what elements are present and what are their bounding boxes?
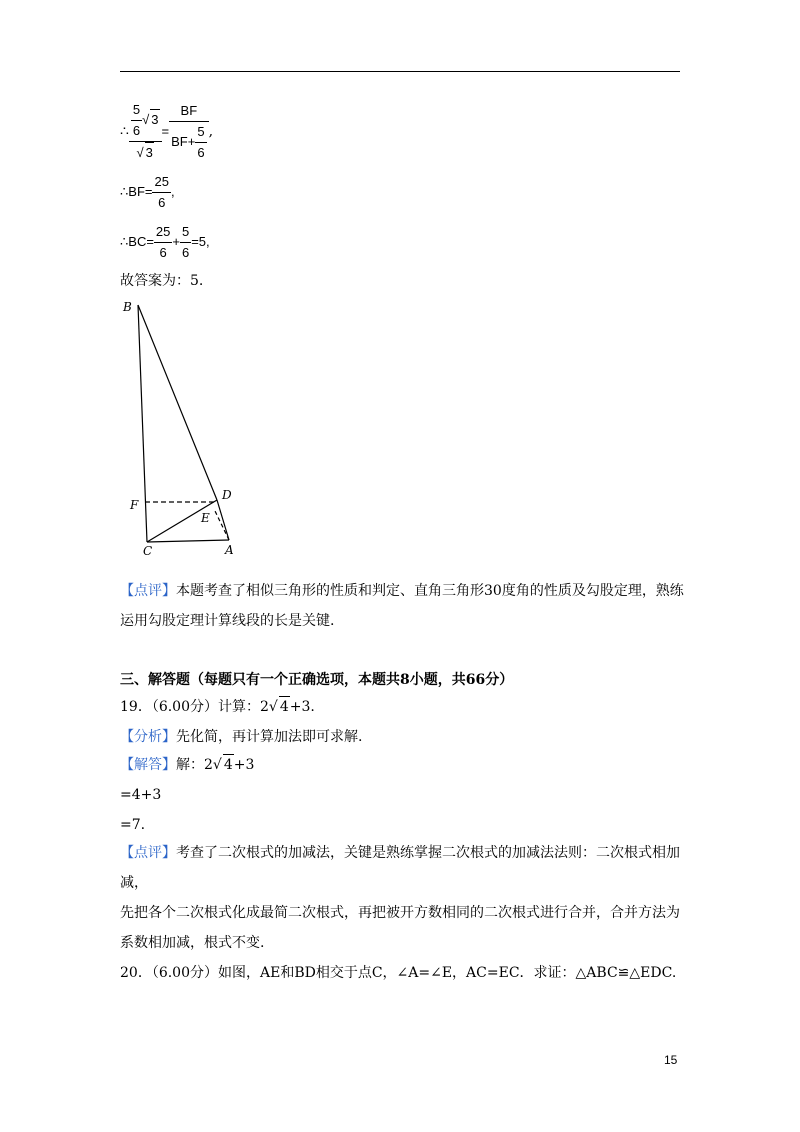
stem-text: 19．（6.00分）计算：2 xyxy=(120,699,269,715)
rhs-fraction xyxy=(169,101,208,163)
answer-tag: 【解答】 xyxy=(120,757,176,773)
segment-ca xyxy=(147,540,229,542)
radicand: 4 xyxy=(223,754,234,775)
fraction-2 xyxy=(180,222,191,263)
question-19-step-1: =4+3 xyxy=(120,787,162,803)
rhs-numerator: BF xyxy=(169,101,208,122)
question-19-analysis xyxy=(120,727,362,747)
question-20-stem: 20．（6.00分）如图，AE和BD相交于点C，∠A=∠E，AC=EC．求证：△ABC≌△EDC. xyxy=(120,965,677,981)
formula-bc xyxy=(120,222,210,263)
denominator: 6 xyxy=(159,245,167,260)
numerator: 5 xyxy=(180,222,191,243)
analysis-tag: 【分析】 xyxy=(120,729,176,745)
rhs-denominator xyxy=(169,122,208,163)
fraction-1 xyxy=(154,222,172,263)
answer-text: 解：2 xyxy=(176,757,213,773)
denominator: 6 xyxy=(158,195,166,210)
big-fraction xyxy=(129,100,162,163)
formula-prefix: ∴BC= xyxy=(120,233,154,249)
radicand: 4 xyxy=(279,696,290,717)
question-19-step-2: =7. xyxy=(120,817,146,833)
header-rule xyxy=(120,71,680,72)
comment-block-1 xyxy=(120,576,690,636)
comment-tag: 【点评】 xyxy=(120,583,176,599)
label-e: E xyxy=(201,511,210,525)
comment-text: 运用勾股定理计算线段的长是关键. xyxy=(120,613,335,629)
stem-text: +3. xyxy=(289,699,315,715)
equals-sign: = xyxy=(161,123,170,139)
label-f: F xyxy=(130,498,139,512)
numerator: 25 xyxy=(154,222,172,243)
segment-bd xyxy=(138,305,217,500)
label-c: C xyxy=(143,544,153,558)
comment-line xyxy=(120,576,690,606)
inner-fraction xyxy=(131,100,142,141)
comment-text: 先把各个二次根式化成最简二次根式，再把被开方数相同的二次根式进行合并，合并方法为 xyxy=(120,905,680,921)
question-19-answer: 【解答】解：2√ 4+3 xyxy=(120,754,254,775)
geometry-figure xyxy=(118,296,248,561)
segment-bc xyxy=(138,305,147,542)
comment-block-2 xyxy=(120,838,690,958)
answer-text: +3 xyxy=(233,757,255,773)
numerator: 25 xyxy=(152,172,170,193)
analysis-text: 先化简，再计算加法即可求解. xyxy=(176,729,363,745)
page-number: 15 xyxy=(664,1053,678,1067)
inner-num: 5 xyxy=(131,100,142,121)
big-fraction-numerator: $\frac{5}{6}$ √ 3 xyxy=(129,100,162,142)
comment-text: 本题考查了相似三角形的性质和判定、直角三角形30度角的性质及勾股定理，熟练 xyxy=(176,583,684,599)
formula-bf xyxy=(120,172,175,213)
comment-tag: 【点评】 xyxy=(120,845,176,861)
denominator: 6 xyxy=(181,245,190,260)
small-den: 6 xyxy=(197,144,205,160)
section-heading: 三、解答题（每题只有一个正确选项，本题共8小题，共66分） xyxy=(120,672,514,688)
rhs-den-text: BF+ xyxy=(171,133,196,149)
big-fraction-denominator: √ 3 xyxy=(129,142,162,163)
label-d: D xyxy=(222,488,232,502)
fraction xyxy=(152,172,170,213)
therefore-symbol: ∴ xyxy=(120,123,129,140)
plus-sign: + xyxy=(172,233,180,249)
comment-text: 系数相加减，根式不变. xyxy=(120,935,265,951)
formula-prefix: ∴BF= xyxy=(120,183,153,199)
small-num: 5 xyxy=(195,122,206,143)
inner-den: 6 xyxy=(132,123,141,138)
comment-line xyxy=(120,838,690,898)
rhs-small-fraction xyxy=(195,122,206,163)
comma: , xyxy=(208,123,214,140)
equation-tail: =5, xyxy=(191,233,210,249)
radicand: 3 xyxy=(150,109,159,130)
radicand: 3 xyxy=(145,142,154,163)
question-19-stem: 19．（6.00分）计算：2√ 4+3. xyxy=(120,696,315,717)
comma: , xyxy=(170,183,175,199)
label-a: A xyxy=(225,543,234,557)
formula-similar-ratio xyxy=(120,100,213,163)
answer-line: 故答案为：5. xyxy=(120,273,204,289)
label-b: B xyxy=(123,300,132,314)
comment-text: 考查了二次根式的加减法，关键是熟练掌握二次根式的加减法法则：二次根式相加减， xyxy=(120,845,680,891)
